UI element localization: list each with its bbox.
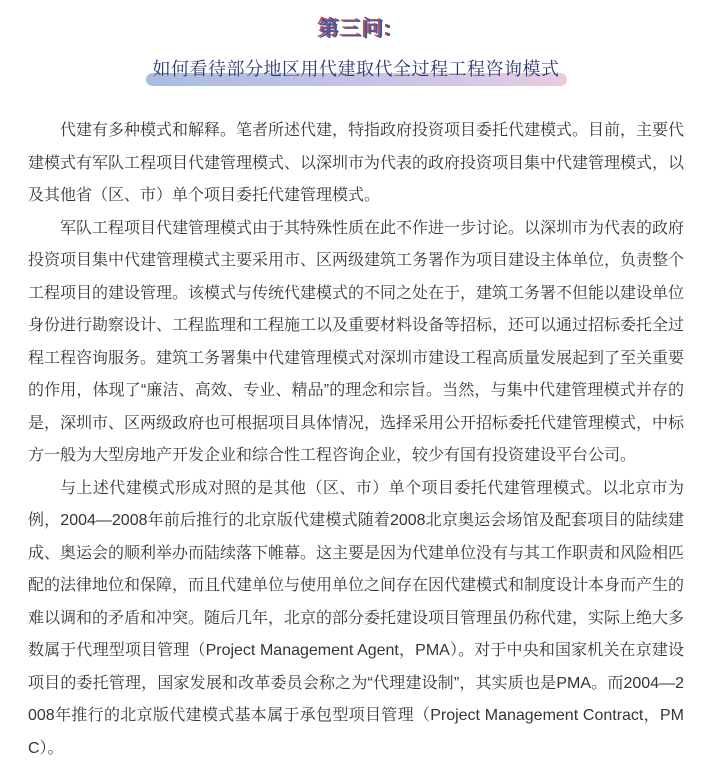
article-paragraph: 与上述代建模式形成对照的是其他（区、市）单个项目委托代建管理模式。以北京市为例，2004—2008年前后推行的北京版代建模式随着2008北京奥运会场馆及配套项目的陆续建成、奥运会的顺利举办而陆续落下帷幕。这主要是因为代建单位没有与其工作职责和风险相匹配的法律地位和保障，而且代建单位与使用单位之间存在因代建模式和制度设计本身而产生的难以调和的矛盾和冲突。随后几年，北京的部分委托建设项目管理虽仍称代建，实际上绝大多数属于代理型项目管理（Project Management Agent，PMA）。对于中央和国家机关在京建设项目的委托管理，国家发展和改革委员会称之为“代理建设制”，其实质也是PMA。而2004—2008年推行的北京版代建模式基本属于承包型项目管理（Project Management Contract，PMC）。 [28,473,684,765]
page-subtitle [153,57,560,83]
page-subtitle-text: 如何看待部分地区用代建取代全过程工程咨询模式 [153,59,560,79]
subtitle-row [0,57,712,83]
article-paragraph: 军队工程项目代建管理模式由于其特殊性质在此不作进一步讨论。以深圳市为代表的政府投资项目集中代建管理模式主要采用市、区两级建筑工务署作为项目建设主体单位，负责整个工程项目的建设管理。该模式与传统代建模式的不同之处在于，建筑工务署不但能以建设单位身份进行勘察设计、工程监理和工程施工以及重要材料设备等招标，还可以通过招标委托全过程工程咨询服务。建筑工务署集中代建管理模式对深圳市建设工程高质量发展起到了至关重要的作用，体现了“廉洁、高效、专业、精品”的理念和宗旨。当然，与集中代建管理模式并存的是，深圳市、区两级政府也可根据项目具体情况，选择采用公开招标委托代建管理模式，中标方一般为大型房地产开发企业和综合性工程咨询企业，较少有国有投资建设平台公司。 [28,213,684,473]
article-paragraph: 代建有多种模式和解释。笔者所述代建，特指政府投资项目委托代建模式。目前，主要代建模式有军队工程项目代建管理模式、以深圳市为代表的政府投资项目集中代建管理模式，以及其他省（区、市）单个项目委托代建管理模式。 [28,115,684,213]
page-title: 第三问: [0,13,712,43]
article-body [0,115,712,765]
